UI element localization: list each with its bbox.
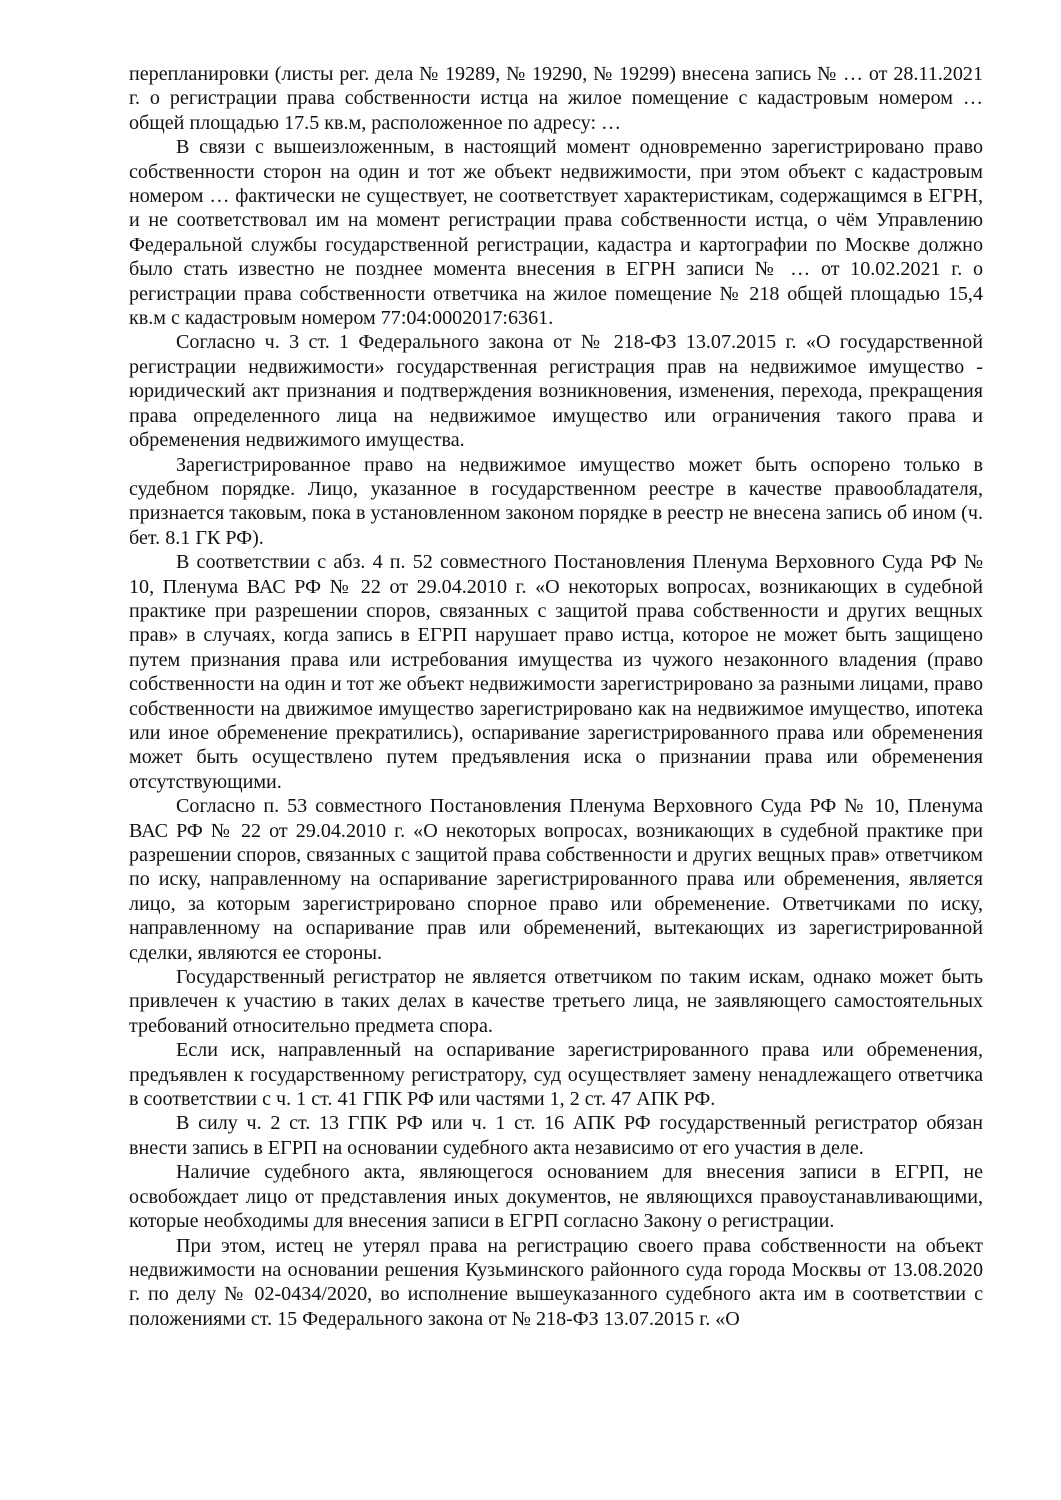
paragraph-plenum-53: Согласно п. 53 совместного Постановления Пленума Верховного Суда РФ № 10, Пленума ВАС РФ № 22 от 29.04.2010 г. «О некоторых вопросах, возникающих в судебной практике при разрешении споров, связанных с защитой права собственности и других вещных прав» ответчиком по иску, направленному на оспаривание зарегистрированного права или обременения, является лицо, за которым зарегистрировано спорное право или обременение. Ответчиками по иску, направленному на оспаривание прав или обременений, вытекающих из зарегистрированной сделки, являются ее стороны. [129,795,983,964]
paragraph-dual-registration: В связи с вышеизложенным, в настоящий момент одновременно зарегистрировано право собственности сторон на один и тот же объект недвижимости, при этом объект с кадастровым номером … фактически не существует, не соответствует характеристикам, содержащимся в ЕГРН, и не соответствовал им на момент регистрации права собственности истца, о чём Управлению Федеральной службы государственной регистрации, кадастра и картографии по Москве должно было стать известно не позднее момента внесения в ЕГРН записи № … от 10.02.2021 г. о регистрации права собственности ответчика на жилое помещение № 218 общей площадью 15,4 кв.м с кадастровым номером 77:04:0002017:6361. [129,136,983,330]
paragraph-registrar-obliged: В силу ч. 2 ст. 13 ГПК РФ или ч. 1 ст. 16 АПК РФ государственный регистратор обязан внести запись в ЕГРП на основании судебного акта независимо от его участия в деле. [129,1112,983,1159]
paragraph-plaintiff-rights: При этом, истец не утерял права на регистрацию своего права собственности на объект недвижимости на основании решения Кузьминского районного суда города Москвы от 13.08.2020 г. по делу № 02-0434/2020, во исполнение вышеуказанного судебного акта им в соответствии с положениями ст. 15 Федерального закона от № 218-ФЗ 13.07.2015 г. «О [129,1234,983,1330]
paragraph-court-act-documents: Наличие судебного акта, являющегося основанием для внесения записи в ЕГРП, не освобождает лицо от представления иных документов, не являющихся правоустанавливающими, которые необходимы для внесения записи в ЕГРП согласно Закону о регистрации. [129,1161,983,1233]
paragraph-defendant-replacement: Если иск, направленный на оспаривание зарегистрированного права или обременения, предъявлен к государственному регистратору, суд осуществляет замену ненадлежащего ответчика в соответствии с ч. 1 ст. 41 ГПК РФ или частями 1, 2 ст. 47 АПК РФ. [129,1039,983,1111]
paragraph-continuation: перепланировки (листы рег. дела № 19289, № 19290, № 19299) внесена запись № … от 28.11.2021 г. о регистрации права собственности истца на жилое помещение с кадастровым номером … общей площадью 17.5 кв.м, расположенное по адресу: … [129,63,983,134]
paragraph-law-218-fz: Согласно ч. 3 ст. 1 Федерального закона от № 218-ФЗ 13.07.2015 г. «О государственной регистрации недвижимости» государственная регистрация прав на недвижимое имущество - юридический акт признания и подтверждения возникновения, изменения, перехода, прекращения права определенного лица на недвижимое имущество или ограничения такого права и обременения недвижимого имущества. [129,331,983,452]
paragraph-plenum-52: В соответствии с абз. 4 п. 52 совместного Постановления Пленума Верховного Суда РФ № 10, Пленума ВАС РФ № 22 от 29.04.2010 г. «О некоторых вопросах, возникающих в судебной практике при разрешении споров, связанных с защитой права собственности и других вещных прав» в случаях, когда запись в ЕГРП нарушает право истца, которое не может быть защищено путем признания права или истребования имущества из чужого незаконного владения (право собственности на один и тот же объект недвижимости зарегистрировано за разными лицами, право собственности на движимое имущество зарегистрировано как на недвижимое имущество, ипотека или иное обременение прекратились), оспаривание зарегистрированного права или обременения может быть осуществлено путем предъявления иска о признании права или обременения отсутствующими. [129,551,983,793]
paragraph-registrar-not-defendant: Государственный регистратор не является ответчиком по таким искам, однако может быть привлечен к участию в таких делах в качестве третьего лица, не заявляющего самостоятельных требований относительно предмета спора. [129,966,983,1037]
paragraph-court-challenge: Зарегистрированное право на недвижимое имущество может быть оспорено только в судебном порядке. Лицо, указанное в государственном реестре в качестве правообладателя, признается таковым, пока в установленном законом порядке в реестр не внесена запись об ином (ч. бет. 8.1 ГК РФ). [129,453,983,549]
